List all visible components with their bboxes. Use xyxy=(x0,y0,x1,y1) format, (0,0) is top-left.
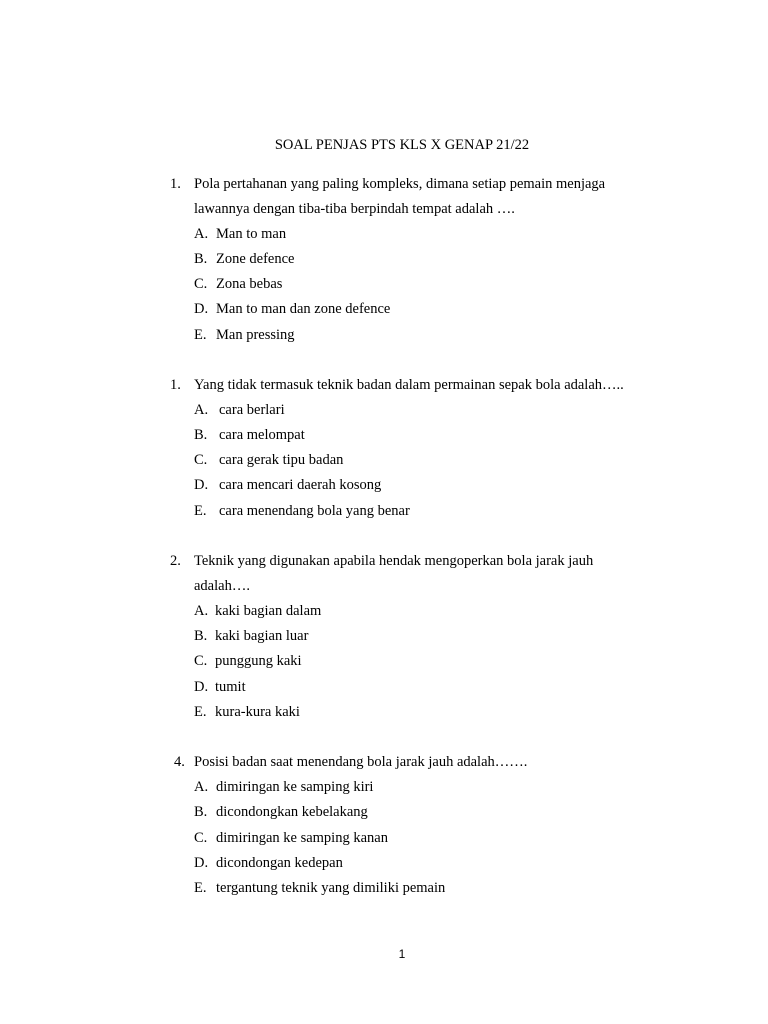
page-title: SOAL PENJAS PTS KLS X GENAP 21/22 xyxy=(274,137,530,153)
option-letter: D. xyxy=(194,855,209,871)
option-text: kura-kura kaki xyxy=(215,704,300,720)
option-text: cara mencari daerah kosong xyxy=(219,477,382,493)
option-text: kaki bagian luar xyxy=(215,628,309,644)
option-letter: C. xyxy=(194,452,208,468)
option-text: dicondongan kedepan xyxy=(216,855,343,871)
question-text-line: Yang tidak termasuk teknik badan dalam permainan sepak bola adalah….. xyxy=(194,377,624,393)
question-number: 1. xyxy=(170,176,181,192)
question-text-line: Posisi badan saat menendang bola jarak jauh adalah……. xyxy=(194,754,528,770)
question-text-line: lawannya dengan tiba-tiba berpindah tempat adalah …. xyxy=(194,201,515,217)
option-text: punggung kaki xyxy=(215,653,302,669)
option-letter: C. xyxy=(194,830,208,846)
option-text: dimiringan ke samping kiri xyxy=(216,779,374,795)
option-letter: E. xyxy=(194,503,207,519)
option-letter: B. xyxy=(194,427,208,443)
question-number: 4. xyxy=(174,754,185,770)
option-text: cara menendang bola yang benar xyxy=(219,503,410,519)
option-text: cara gerak tipu badan xyxy=(219,452,344,468)
option-text: Zona bebas xyxy=(216,276,283,292)
page-number: 1 xyxy=(398,947,406,961)
option-text: dimiringan ke samping kanan xyxy=(216,830,388,846)
option-letter: E. xyxy=(194,704,207,720)
option-text: cara berlari xyxy=(219,402,285,418)
option-letter: B. xyxy=(194,251,208,267)
option-letter: C. xyxy=(194,276,208,292)
option-letter: A. xyxy=(194,603,209,619)
option-text: Man to man xyxy=(216,226,287,242)
option-letter: C. xyxy=(194,653,208,669)
option-letter: E. xyxy=(194,880,207,896)
option-letter: D. xyxy=(194,477,209,493)
option-text: Man to man dan zone defence xyxy=(216,301,391,317)
question-text-line: adalah…. xyxy=(194,578,250,594)
option-text: Zone defence xyxy=(216,251,295,267)
question-text-line: Pola pertahanan yang paling kompleks, dimana setiap pemain menjaga xyxy=(194,176,606,192)
option-letter: B. xyxy=(194,804,208,820)
option-letter: E. xyxy=(194,327,207,343)
option-text: tumit xyxy=(215,679,246,695)
option-text: kaki bagian dalam xyxy=(215,603,322,619)
question-text-line: Teknik yang digunakan apabila hendak mengoperkan bola jarak jauh xyxy=(194,553,594,569)
option-letter: A. xyxy=(194,226,209,242)
option-text: cara melompat xyxy=(219,427,305,443)
question-number: 2. xyxy=(170,553,181,569)
option-letter: D. xyxy=(194,679,209,695)
option-text: tergantung teknik yang dimiliki pemain xyxy=(216,880,446,896)
option-letter: B. xyxy=(194,628,208,644)
option-letter: A. xyxy=(194,779,209,795)
question-number: 1. xyxy=(170,377,181,393)
option-text: Man pressing xyxy=(216,327,295,343)
option-letter: A. xyxy=(194,402,209,418)
option-text: dicondongkan kebelakang xyxy=(216,804,368,820)
option-letter: D. xyxy=(194,301,209,317)
